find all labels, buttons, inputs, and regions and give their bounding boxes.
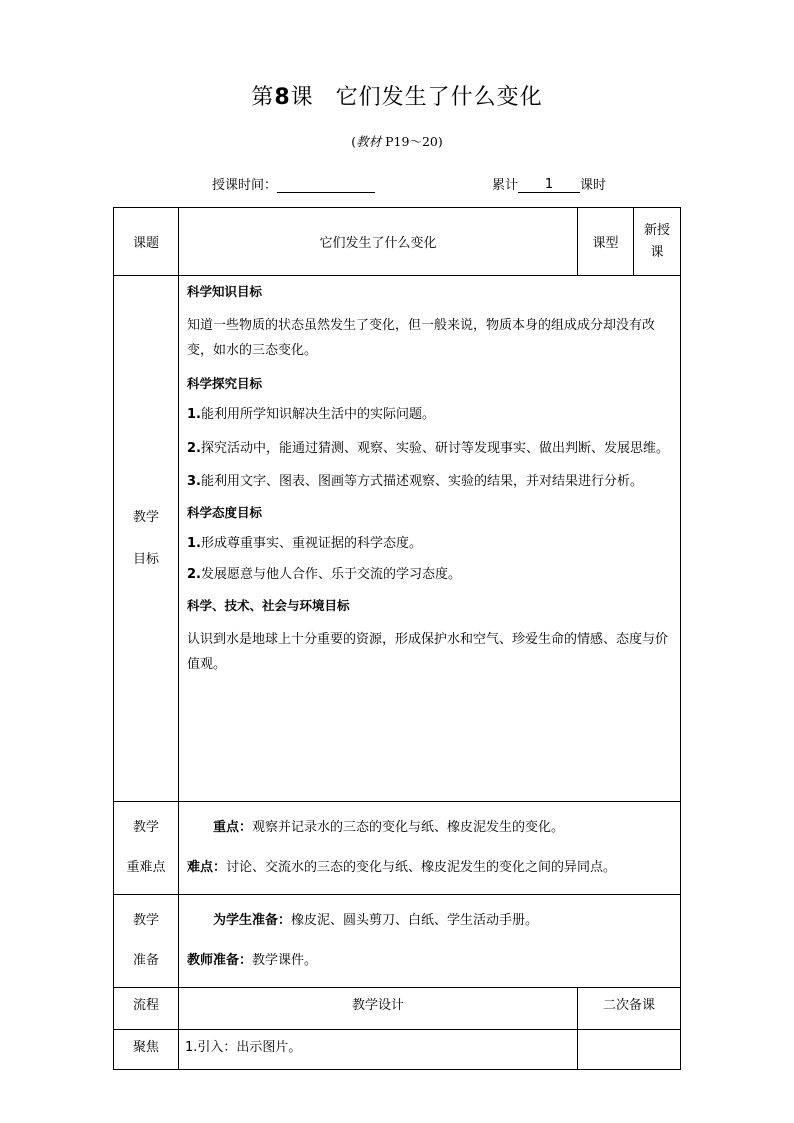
goals-content xyxy=(179,276,681,802)
goals-label-line2: 目标 xyxy=(132,551,159,567)
title-number: 8 xyxy=(274,85,291,110)
cumulative-field xyxy=(492,174,606,193)
knowledge-text: 知道一些物质的状态虽然发生了变化，但一般来说，物质本身的组成成分却没有改变，如水的三态变化。 xyxy=(187,318,656,358)
sts-text: 认识到水是地球上十分重要的资源，形成保护水和空气、珍爱生命的情感、态度与价值观。 xyxy=(187,632,669,672)
process-header-row xyxy=(114,988,681,1030)
goals-label xyxy=(114,276,179,802)
attitude-heading: 科学态度目标 xyxy=(187,505,263,520)
class-time-label: 授课时间： xyxy=(212,178,278,193)
prep-row xyxy=(114,895,681,988)
attitude-item-2: 2.发展愿意与他人合作、乐于交流的学习态度。 xyxy=(187,567,461,582)
title-text: 它们发生了什么变化 xyxy=(335,85,543,110)
process-col-design: 教学设计 xyxy=(179,988,578,1030)
goals-row xyxy=(114,276,681,802)
class-time-blank[interactable] xyxy=(277,177,375,193)
attitude-item-1: 1.形成尊重事实、重视证据的科学态度。 xyxy=(187,536,422,551)
cumulative-value[interactable]: 1 xyxy=(518,177,580,193)
keypoints-label-line1: 教学 xyxy=(132,820,159,835)
teacher-prep: 教师准备：教学课件。 xyxy=(187,953,318,968)
type-value xyxy=(634,208,681,276)
keypoints-label-line2: 重难点 xyxy=(126,860,166,875)
prep-label-line2: 准备 xyxy=(132,953,159,968)
prep-content xyxy=(179,895,681,988)
focus-revision-cell xyxy=(578,1030,681,1070)
type-value-line1: 新授 xyxy=(643,222,670,238)
subtitle-textbook: 教材 xyxy=(356,134,382,149)
prep-label xyxy=(114,895,179,988)
topic-row xyxy=(114,208,681,276)
title-prefix: 第 xyxy=(251,85,275,110)
subtitle-pages: P19～20 xyxy=(385,134,438,149)
type-label: 课型 xyxy=(578,208,634,276)
keypoints-label xyxy=(114,802,179,895)
focus-row xyxy=(114,1030,681,1070)
cumulative-label: 累计 xyxy=(492,178,519,193)
textbook-reference: (教材 P19～20) xyxy=(351,134,443,149)
lesson-title xyxy=(0,80,794,111)
prep-label-line1: 教学 xyxy=(132,913,159,928)
lesson-plan-table xyxy=(113,207,681,1070)
inquiry-item-3: 3.能利用文字、图表、图画等方式描述观察、实验的结果，并对结果进行分析。 xyxy=(187,474,643,489)
keypoints-row xyxy=(114,802,681,895)
inquiry-item-1: 1.能利用所学知识解决生活中的实际问题。 xyxy=(187,407,435,422)
class-time-field xyxy=(212,174,375,193)
difficult-point: 难点：讨论、交流水的三态的变化与纸、橡皮泥发生的变化之间的异同点。 xyxy=(187,860,617,875)
cumulative-unit: 课时 xyxy=(580,178,607,193)
knowledge-heading: 科学知识目标 xyxy=(187,284,263,299)
topic-value: 它们发生了什么变化 xyxy=(179,208,578,276)
focus-label: 聚焦 xyxy=(114,1030,179,1070)
title-unit: 课 xyxy=(290,85,314,110)
goals-label-line1: 教学 xyxy=(132,509,159,525)
sts-heading: 科学、技术、社会与环境目标 xyxy=(187,598,350,613)
inquiry-heading: 科学探究目标 xyxy=(187,376,263,391)
focus-text: 1.引入：出示图片。 xyxy=(179,1030,578,1070)
student-prep: 为学生准备：橡皮泥、圆头剪刀、白纸、学生活动手册。 xyxy=(213,913,539,928)
process-col-revision: 二次备课 xyxy=(578,988,681,1030)
process-col-flow: 流程 xyxy=(114,988,179,1030)
key-point: 重点：观察并记录水的三态的变化与纸、橡皮泥发生的变化。 xyxy=(213,820,565,835)
type-value-line2: 课 xyxy=(650,244,664,260)
topic-label: 课题 xyxy=(114,208,179,276)
keypoints-content xyxy=(179,802,681,895)
inquiry-item-2: 2.探究活动中，能通过猜测、观察、实验、研讨等发现事实、做出判断、发展思维。 xyxy=(187,441,669,456)
